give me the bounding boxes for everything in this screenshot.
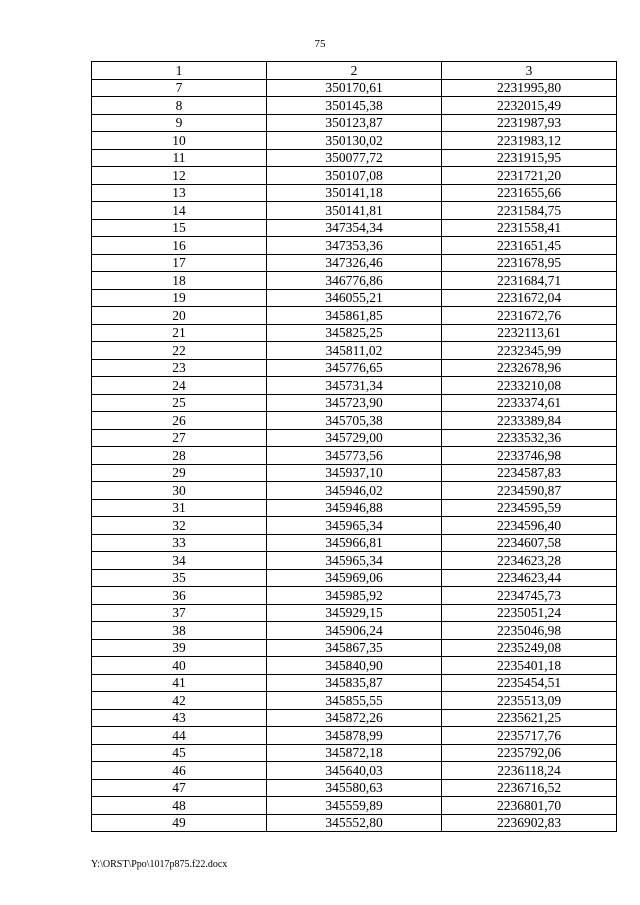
table-row — [92, 114, 617, 132]
x-coordinate-cell: 345906,24 — [267, 622, 442, 640]
table-row — [92, 324, 617, 342]
y-coordinate-cell: 2234607,58 — [442, 534, 617, 552]
point-number-cell: 46 — [92, 762, 267, 780]
column-header-3: 3 — [442, 62, 617, 80]
point-number-cell: 17 — [92, 254, 267, 272]
x-coordinate-cell: 345729,00 — [267, 429, 442, 447]
table-row — [92, 657, 617, 675]
table-row — [92, 744, 617, 762]
point-number-cell: 9 — [92, 114, 267, 132]
y-coordinate-cell: 2231684,71 — [442, 272, 617, 290]
point-number-cell: 21 — [92, 324, 267, 342]
table-row — [92, 464, 617, 482]
table-header — [92, 62, 617, 80]
x-coordinate-cell: 345773,56 — [267, 447, 442, 465]
x-coordinate-cell: 345861,85 — [267, 307, 442, 325]
y-coordinate-cell: 2234587,83 — [442, 464, 617, 482]
y-coordinate-cell: 2233746,98 — [442, 447, 617, 465]
point-number-cell: 35 — [92, 569, 267, 587]
x-coordinate-cell: 345559,89 — [267, 797, 442, 815]
table-body — [92, 79, 617, 832]
y-coordinate-cell: 2231678,95 — [442, 254, 617, 272]
x-coordinate-cell: 345878,99 — [267, 727, 442, 745]
point-number-cell: 30 — [92, 482, 267, 500]
y-coordinate-cell: 2236118,24 — [442, 762, 617, 780]
y-coordinate-cell: 2235717,76 — [442, 727, 617, 745]
y-coordinate-cell: 2231983,12 — [442, 132, 617, 150]
x-coordinate-cell: 350141,18 — [267, 184, 442, 202]
point-number-cell: 19 — [92, 289, 267, 307]
y-coordinate-cell: 2231672,04 — [442, 289, 617, 307]
table-row — [92, 692, 617, 710]
x-coordinate-cell: 345867,35 — [267, 639, 442, 657]
table-row — [92, 272, 617, 290]
point-number-cell: 47 — [92, 779, 267, 797]
y-coordinate-cell: 2232113,61 — [442, 324, 617, 342]
x-coordinate-cell: 345825,25 — [267, 324, 442, 342]
x-coordinate-cell: 345872,18 — [267, 744, 442, 762]
column-header-2: 2 — [267, 62, 442, 80]
x-coordinate-cell: 347326,46 — [267, 254, 442, 272]
x-coordinate-cell: 345705,38 — [267, 412, 442, 430]
table-row — [92, 762, 617, 780]
table-row — [92, 149, 617, 167]
point-number-cell: 10 — [92, 132, 267, 150]
x-coordinate-cell: 345929,15 — [267, 604, 442, 622]
point-number-cell: 26 — [92, 412, 267, 430]
table-row — [92, 534, 617, 552]
point-number-cell: 43 — [92, 709, 267, 727]
y-coordinate-cell: 2234623,44 — [442, 569, 617, 587]
x-coordinate-cell: 345580,63 — [267, 779, 442, 797]
point-number-cell: 16 — [92, 237, 267, 255]
y-coordinate-cell: 2233210,08 — [442, 377, 617, 395]
y-coordinate-cell: 2231672,76 — [442, 307, 617, 325]
point-number-cell: 31 — [92, 499, 267, 517]
point-number-cell: 13 — [92, 184, 267, 202]
x-coordinate-cell: 345811,02 — [267, 342, 442, 360]
y-coordinate-cell: 2231915,95 — [442, 149, 617, 167]
table-row — [92, 394, 617, 412]
point-number-cell: 48 — [92, 797, 267, 815]
y-coordinate-cell: 2234596,40 — [442, 517, 617, 535]
y-coordinate-cell: 2231558,41 — [442, 219, 617, 237]
x-coordinate-cell: 345723,90 — [267, 394, 442, 412]
x-coordinate-cell: 345966,81 — [267, 534, 442, 552]
point-number-cell: 15 — [92, 219, 267, 237]
table-row — [92, 237, 617, 255]
point-number-cell: 44 — [92, 727, 267, 745]
point-number-cell: 12 — [92, 167, 267, 185]
y-coordinate-cell: 2233374,61 — [442, 394, 617, 412]
y-coordinate-cell: 2232678,96 — [442, 359, 617, 377]
y-coordinate-cell: 2231651,45 — [442, 237, 617, 255]
table-row — [92, 639, 617, 657]
header-row — [92, 62, 617, 80]
y-coordinate-cell: 2235249,08 — [442, 639, 617, 657]
point-number-cell: 38 — [92, 622, 267, 640]
table-row — [92, 447, 617, 465]
table-row — [92, 727, 617, 745]
x-coordinate-cell: 347354,34 — [267, 219, 442, 237]
point-number-cell: 41 — [92, 674, 267, 692]
table-row — [92, 429, 617, 447]
point-number-cell: 49 — [92, 814, 267, 832]
x-coordinate-cell: 345985,92 — [267, 587, 442, 605]
y-coordinate-cell: 2232015,49 — [442, 97, 617, 115]
y-coordinate-cell: 2234590,87 — [442, 482, 617, 500]
table-row — [92, 622, 617, 640]
point-number-cell: 37 — [92, 604, 267, 622]
table-row — [92, 167, 617, 185]
point-number-cell: 34 — [92, 552, 267, 570]
table-row — [92, 797, 617, 815]
x-coordinate-cell: 345731,34 — [267, 377, 442, 395]
x-coordinate-cell: 345969,06 — [267, 569, 442, 587]
x-coordinate-cell: 345965,34 — [267, 552, 442, 570]
table-row — [92, 569, 617, 587]
y-coordinate-cell: 2231584,75 — [442, 202, 617, 220]
x-coordinate-cell: 347353,36 — [267, 237, 442, 255]
table-row — [92, 184, 617, 202]
x-coordinate-cell: 350107,08 — [267, 167, 442, 185]
point-number-cell: 36 — [92, 587, 267, 605]
y-coordinate-cell: 2234595,59 — [442, 499, 617, 517]
table-row — [92, 587, 617, 605]
x-coordinate-cell: 345946,02 — [267, 482, 442, 500]
point-number-cell: 32 — [92, 517, 267, 535]
x-coordinate-cell: 345937,10 — [267, 464, 442, 482]
table-row — [92, 709, 617, 727]
table-row — [92, 779, 617, 797]
y-coordinate-cell: 2233389,84 — [442, 412, 617, 430]
y-coordinate-cell: 2234623,28 — [442, 552, 617, 570]
x-coordinate-cell: 350141,81 — [267, 202, 442, 220]
x-coordinate-cell: 345872,26 — [267, 709, 442, 727]
column-header-1: 1 — [92, 62, 267, 80]
point-number-cell: 11 — [92, 149, 267, 167]
table-row — [92, 97, 617, 115]
y-coordinate-cell: 2236716,52 — [442, 779, 617, 797]
point-number-cell: 39 — [92, 639, 267, 657]
y-coordinate-cell: 2236801,70 — [442, 797, 617, 815]
y-coordinate-cell: 2235046,98 — [442, 622, 617, 640]
x-coordinate-cell: 346776,86 — [267, 272, 442, 290]
x-coordinate-cell: 350123,87 — [267, 114, 442, 132]
coordinates-table — [91, 61, 617, 832]
point-number-cell: 40 — [92, 657, 267, 675]
x-coordinate-cell: 345840,90 — [267, 657, 442, 675]
point-number-cell: 24 — [92, 377, 267, 395]
y-coordinate-cell: 2231987,93 — [442, 114, 617, 132]
point-number-cell: 28 — [92, 447, 267, 465]
point-number-cell: 7 — [92, 79, 267, 97]
y-coordinate-cell: 2234745,73 — [442, 587, 617, 605]
x-coordinate-cell: 350130,02 — [267, 132, 442, 150]
x-coordinate-cell: 345640,03 — [267, 762, 442, 780]
table-row — [92, 219, 617, 237]
page-number: 75 — [314, 38, 326, 50]
table-row — [92, 342, 617, 360]
table-row — [92, 79, 617, 97]
y-coordinate-cell: 2235051,24 — [442, 604, 617, 622]
footer-file-path: Y:\ORST\Ppo\1017p875.f22.docx — [91, 859, 228, 870]
y-coordinate-cell: 2231721,20 — [442, 167, 617, 185]
table-row — [92, 517, 617, 535]
table-row — [92, 814, 617, 832]
table-row — [92, 482, 617, 500]
x-coordinate-cell: 346055,21 — [267, 289, 442, 307]
y-coordinate-cell: 2235401,18 — [442, 657, 617, 675]
table-row — [92, 359, 617, 377]
x-coordinate-cell: 350145,38 — [267, 97, 442, 115]
table-row — [92, 377, 617, 395]
point-number-cell: 29 — [92, 464, 267, 482]
point-number-cell: 25 — [92, 394, 267, 412]
point-number-cell: 42 — [92, 692, 267, 710]
point-number-cell: 18 — [92, 272, 267, 290]
x-coordinate-cell: 345776,65 — [267, 359, 442, 377]
table-row — [92, 412, 617, 430]
x-coordinate-cell: 345855,55 — [267, 692, 442, 710]
y-coordinate-cell: 2235792,06 — [442, 744, 617, 762]
table-row — [92, 674, 617, 692]
x-coordinate-cell: 345552,80 — [267, 814, 442, 832]
table-row — [92, 289, 617, 307]
table-row — [92, 604, 617, 622]
table-row — [92, 202, 617, 220]
table-row — [92, 499, 617, 517]
point-number-cell: 33 — [92, 534, 267, 552]
table-row — [92, 307, 617, 325]
table-row — [92, 254, 617, 272]
y-coordinate-cell: 2235621,25 — [442, 709, 617, 727]
point-number-cell: 23 — [92, 359, 267, 377]
y-coordinate-cell: 2233532,36 — [442, 429, 617, 447]
x-coordinate-cell: 350077,72 — [267, 149, 442, 167]
table-row — [92, 552, 617, 570]
x-coordinate-cell: 345946,88 — [267, 499, 442, 517]
x-coordinate-cell: 350170,61 — [267, 79, 442, 97]
point-number-cell: 45 — [92, 744, 267, 762]
y-coordinate-cell: 2235454,51 — [442, 674, 617, 692]
y-coordinate-cell: 2231995,80 — [442, 79, 617, 97]
point-number-cell: 8 — [92, 97, 267, 115]
point-number-cell: 14 — [92, 202, 267, 220]
y-coordinate-cell: 2231655,66 — [442, 184, 617, 202]
point-number-cell: 20 — [92, 307, 267, 325]
y-coordinate-cell: 2232345,99 — [442, 342, 617, 360]
point-number-cell: 22 — [92, 342, 267, 360]
x-coordinate-cell: 345835,87 — [267, 674, 442, 692]
y-coordinate-cell: 2236902,83 — [442, 814, 617, 832]
table-row — [92, 132, 617, 150]
y-coordinate-cell: 2235513,09 — [442, 692, 617, 710]
x-coordinate-cell: 345965,34 — [267, 517, 442, 535]
point-number-cell: 27 — [92, 429, 267, 447]
